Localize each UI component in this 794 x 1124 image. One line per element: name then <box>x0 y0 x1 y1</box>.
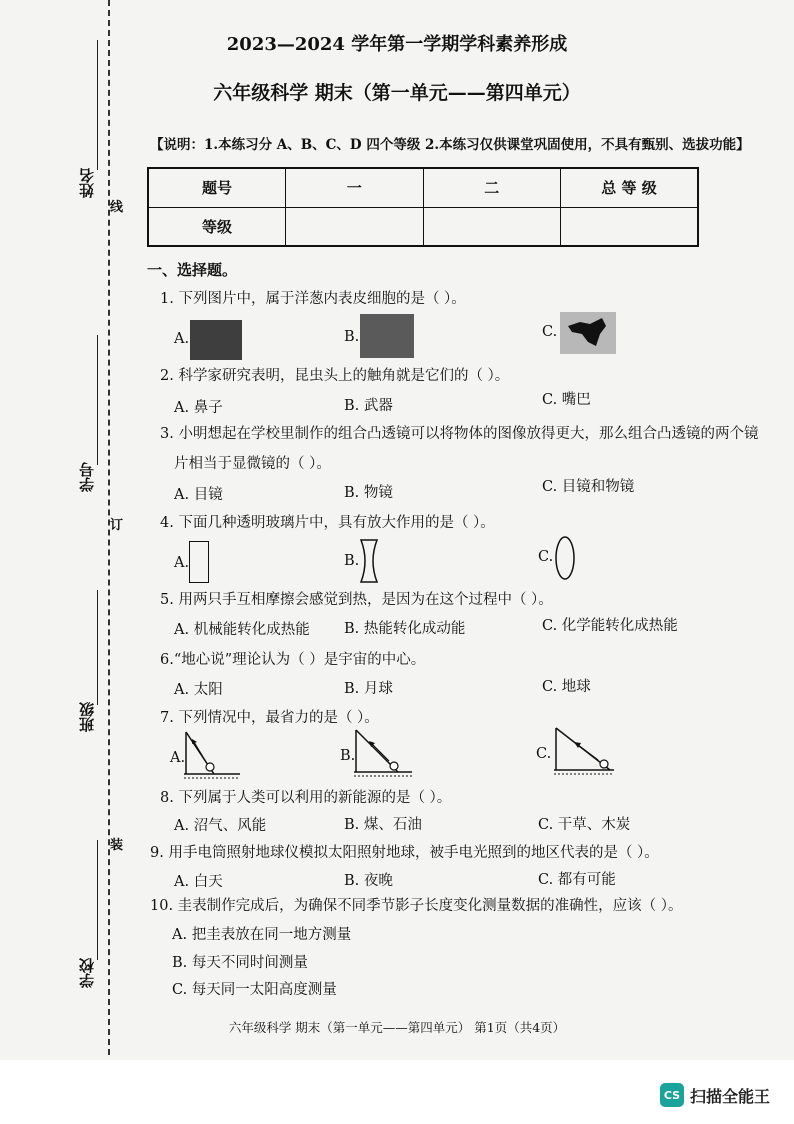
flat-glass-icon <box>189 541 209 583</box>
convex-lens-icon <box>553 535 577 581</box>
exam-title: 2023—2024 学年第一学期学科素养形成 <box>226 34 568 55</box>
grade-cell: 二 <box>423 168 561 207</box>
cell-silhouette-icon <box>560 312 616 354</box>
incline-medium-icon <box>352 726 414 778</box>
name-blank[interactable] <box>97 40 98 170</box>
question-10-option-a[interactable]: A. 把圭表放在同一地方测量 <box>172 927 352 943</box>
section-heading: 一、选择题。 <box>147 261 238 279</box>
question-9-stem: 9. 用手电筒照射地球仪模拟太阳照射地球，被手电光照到的地区代表的是（ ）。 <box>150 845 659 861</box>
camscanner-logo-icon: CS <box>660 1083 684 1107</box>
question-5-option-c[interactable]: C. 化学能转化成热能 <box>542 618 678 634</box>
question-1-option-b[interactable]: B. <box>344 329 360 345</box>
question-7-option-b[interactable]: B. <box>340 748 356 764</box>
question-8-option-b[interactable]: B. 煤、石油 <box>344 817 422 833</box>
cell-photo-c <box>560 312 616 354</box>
question-2-option-a[interactable]: A. 鼻子 <box>174 400 223 416</box>
question-4-stem: 4. 下面几种透明玻璃片中，具有放大作用的是（ ）。 <box>160 515 495 531</box>
question-3-stem: 3. 小明想起在学校里制作的组合凸透镜可以将物体的图像放得更大，那么组合凸透镜的两个镜 <box>160 426 759 442</box>
exam-subtitle: 六年级科学 期末（第一单元——第四单元） <box>213 82 581 104</box>
class-blank[interactable] <box>97 590 98 705</box>
question-8-option-c[interactable]: C. 干草、木炭 <box>538 817 631 833</box>
question-3-stem-cont: 片相当于显微镜的（ ）。 <box>174 456 331 472</box>
question-2-stem: 2. 科学家研究表明，昆虫头上的触角就是它们的（ ）。 <box>160 368 510 384</box>
question-2-option-b[interactable]: B. 武器 <box>344 398 393 414</box>
question-9-option-b[interactable]: B. 夜晚 <box>344 873 393 889</box>
incline-gentle-icon <box>552 724 616 776</box>
grade-cell: 题号 <box>148 168 286 207</box>
concave-lens-icon <box>358 538 380 584</box>
question-5-option-a[interactable]: A. 机械能转化成热能 <box>174 622 310 638</box>
class-label: 班级 <box>78 702 96 732</box>
grade-cell: 总 等 级 <box>561 168 699 207</box>
grade-table <box>147 167 699 247</box>
cell-photo-b <box>360 314 414 358</box>
question-7-stem: 7. 下列情况中，最省力的是（ ）。 <box>160 710 379 726</box>
scanner-watermark <box>660 1083 770 1107</box>
question-4-option-b[interactable]: B. <box>344 553 360 569</box>
question-6-option-b[interactable]: B. 月球 <box>344 681 393 697</box>
grade-cell: 一 <box>286 168 424 207</box>
question-6-option-c[interactable]: C. 地球 <box>542 679 591 695</box>
question-1-stem: 1. 下列图片中，属于洋葱内表皮细胞的是（ ）。 <box>160 291 466 307</box>
question-3-option-b[interactable]: B. 物镜 <box>344 485 393 501</box>
student-id-blank[interactable] <box>97 335 98 465</box>
question-8-stem: 8. 下列属于人类可以利用的新能源的是（ ）。 <box>160 790 452 806</box>
question-3-option-a[interactable]: A. 目镜 <box>174 487 223 503</box>
question-4-option-c[interactable]: C. <box>538 549 554 565</box>
question-3-option-c[interactable]: C. 目镜和物镜 <box>542 479 635 495</box>
question-9-option-c[interactable]: C. 都有可能 <box>538 872 616 888</box>
question-5-option-b[interactable]: B. 热能转化成动能 <box>344 621 466 637</box>
question-2-option-c[interactable]: C. 嘴巴 <box>542 392 591 408</box>
question-7-option-a[interactable]: A. <box>170 750 186 766</box>
question-6-option-a[interactable]: A. 太阳 <box>174 682 223 698</box>
question-5-stem: 5. 用两只手互相摩擦会感觉到热，是因为在这个过程中（ ）。 <box>160 592 553 608</box>
question-4-option-a[interactable]: A. <box>174 555 190 571</box>
school-blank[interactable] <box>97 840 98 960</box>
school-label: 学校 <box>78 958 96 988</box>
page-footer: 六年级科学 期末（第一单元——第四单元） 第1页（共4页） <box>228 1020 566 1035</box>
binding-mark-line: 线 <box>110 200 124 215</box>
question-10-option-b[interactable]: B. 每天不同时间测量 <box>172 955 308 971</box>
name-label: 姓名 <box>78 168 96 198</box>
question-9-option-a[interactable]: A. 白天 <box>174 874 223 890</box>
binding-mark-bind: 装 <box>110 838 124 853</box>
question-6-stem: 6.“地心说”理论认为（ ）是宇宙的中心。 <box>160 652 426 668</box>
question-1-option-a[interactable]: A. <box>174 331 190 347</box>
incline-steep-icon <box>182 728 242 780</box>
grade-input-cell[interactable] <box>561 207 699 246</box>
cell-photo-a <box>190 320 242 360</box>
grade-input-cell[interactable] <box>286 207 424 246</box>
grade-table-value-row <box>148 207 698 246</box>
question-10-option-c[interactable]: C. 每天同一太阳高度测量 <box>172 982 337 998</box>
question-8-option-a[interactable]: A. 沼气、风能 <box>174 818 267 834</box>
grade-cell: 等级 <box>148 207 286 246</box>
question-7-option-c[interactable]: C. <box>536 746 552 762</box>
grade-input-cell[interactable] <box>423 207 561 246</box>
student-id-label: 学号 <box>78 462 96 492</box>
binding-mark-staple: 订 <box>110 518 124 533</box>
camscanner-brand-text: 扫描全能王 <box>690 1086 771 1106</box>
instructions-note: 【说明：1.本练习分 A、B、C、D 四个等级 2.本练习仅供课堂巩固使用，不具有甄别、选拔功能】 <box>150 137 750 153</box>
question-10-stem: 10. 圭表制作完成后，为确保不同季节影子长度变化测量数据的准确性，应该（ ）。 <box>150 898 683 914</box>
question-1-option-c[interactable]: C. <box>542 324 558 340</box>
grade-table-header-row <box>148 168 698 207</box>
